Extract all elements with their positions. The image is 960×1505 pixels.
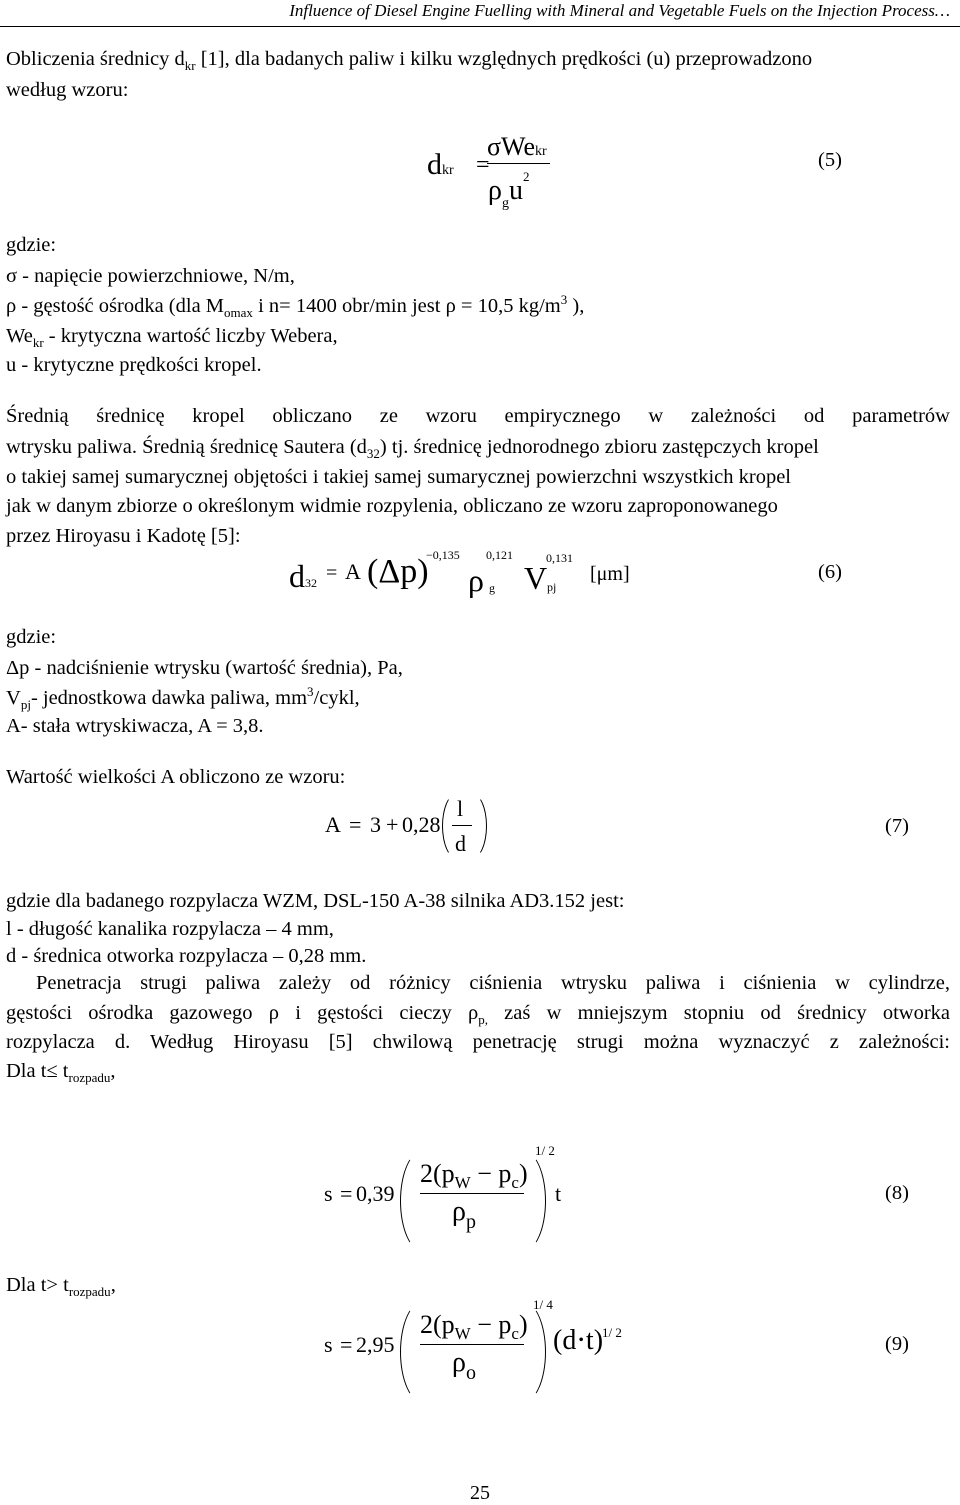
eq6-V: V [524,560,548,596]
eq6-V-sub: pj [547,580,557,594]
eq8-right-paren [500,1150,546,1252]
where1-item-rho: ρ - gęstość ośrodka (dla $M_{omax}$ i n= 1400 obr/min jest ρ = 10,5 $kg/m^3$ ), [6,292,585,321]
eq7-number: (7) [885,815,909,837]
eq6-exp3: 0,131 [546,551,573,565]
eq5-lhs: dkr [427,148,454,181]
eq6-equals: = [326,562,338,584]
eq6-rho: ρ [468,562,484,598]
eq7-lhs: A [325,812,341,837]
eq8-exponent: 1/ 2 [535,1143,555,1158]
eq9-dt: (d⋅t) [553,1325,604,1356]
eq8-numerator: $2(p_W - p_c)$ [420,1159,528,1192]
eq8-coef: 0,39 [356,1181,395,1206]
intro-line-2: według wzoru: [6,79,129,101]
eq6-unit: [μm] [590,563,630,585]
where1-item-sigma: σ - napięcie powierzchniowe, N/m, [6,265,295,287]
para4-line-4: Penetracja strugi paliwa zależy od różnicy ciśnienia wtrysku paliwa i ciśnienia w cylindrze, [36,972,950,994]
eq9-exponent-2: 1/ 2 [602,1325,622,1340]
eq6-A: A [345,559,361,584]
eq5-fraction-bar [487,163,550,164]
where2-title: gdzie: [6,626,57,648]
para5-line: Dla $t> t_{rozpadu}$, [6,1274,116,1300]
para3-line-1: Wartość wielkości A obliczono ze wzoru: [6,766,346,788]
eq8-lhs: s [324,1181,333,1206]
para2-line-5: przez Hiroyasu i Kadotę [5]: [6,525,241,547]
eq6-rho-sub: g [489,581,495,595]
para2-line-1: Średnią średnicę kropel obliczano ze wzoru empirycznego w zależności od parametrów [6,405,950,427]
eq7-coef: 0,28 [402,812,441,837]
where1-title: gdzie: [6,234,57,256]
where1-item-we: $We_{kr}$ - krytyczna wartość liczby Webera, [6,325,338,351]
eq6-d: d32 [289,558,317,594]
eq9-lhs: s [324,1332,333,1357]
eq8-number: (8) [885,1182,909,1204]
eq5-numerator: σWekr [487,132,547,161]
eq9-number: (9) [885,1333,909,1355]
para4-line-1: gdzie dla badanego rozpylacza WZM, DSL-150 A-38 silnika AD3.152 jest: [6,890,625,912]
para4-line-3: d - średnica otworka rozpylacza – 0,28 mm. [6,945,367,967]
eq6-exp1: −0,135 [426,548,460,562]
eq9-numerator: $2(p_W - p_c)$ [420,1310,528,1343]
eq6-number: (6) [818,561,842,583]
eq7-denominator: d [455,831,466,856]
eq7-plus: + [386,812,399,837]
header-rule [0,26,960,27]
eq5-number: (5) [818,149,842,171]
eq9-exponent: 1/ 4 [533,1297,553,1312]
eq5-denominator: $\rho_gu^2$ [488,169,530,211]
eq7-three: 3 [370,812,381,837]
para4-line-2: l - długość kanalika rozpylacza – 4 mm, [6,918,334,940]
eq7-right-paren [457,793,487,859]
eq6-dp-group: (Δp) [367,553,429,590]
eq9-equals: = [340,1332,353,1357]
para2-line-2: wtrysku paliwa. Średnią średnicę Sautera $(d_{32})$ tj. średnicę jednorodnego zbioru zastępczych kropel [6,436,819,462]
running-header: Influence of Diesel Engine Fuelling with Mineral and Vegetable Fuels on the Injection Process… [289,1,950,20]
eq8-denominator: $\rho_p$ [452,1196,476,1233]
intro-line-1: Obliczenia średnicy $d_{kr}$ [1], dla badanych paliw i kilku względnych prędkości (u) przeprowadzono [6,48,813,74]
where2-A: A- stała wtryskiwacza, A = 3,8. [6,715,264,737]
para2-line-3: o takiej samej sumarycznej objętości i takiej samej sumarycznej powierzchni wszystkich kropel [6,466,792,488]
eq5-equals: = [476,152,490,178]
eq9-right-paren [500,1301,546,1403]
para4-line-7: Dla $t\le t_{rozpadu}$, [6,1060,116,1086]
eq8-t: t [555,1181,562,1206]
eq8-equals: = [340,1181,353,1206]
where1-item-u: u - krytyczne prędkości kropel. [6,354,262,376]
eq7-numerator: l [457,796,464,821]
para2-line-4: jak w danym zbiorze o określonym widmie rozpylenia, obliczano ze wzoru zaproponowanego [6,495,778,517]
eq9-denominator: $\rho_o$ [452,1347,476,1384]
eq7-equals: = [349,812,362,837]
eq6-exp2: 0,121 [486,548,513,562]
page-number: 25 [470,1482,490,1504]
where2-dp: Δp - nadciśnienie wtrysku (wartość średnia), Pa, [6,657,403,679]
eq9-coef: 2,95 [356,1332,395,1357]
para4-line-5: gęstości ośrodka gazowego ρ i gęstości cieczy $\rho_{p,}$ zaś w mniejszym stopniu od średnicy otworka [6,1002,950,1028]
para4-line-6: rozpylacza d. Według Hiroyasu [5] chwilową penetrację strugi można wyznaczyć z zależności: [6,1031,950,1053]
where2-vpj: $V_{pj}-$ jednostkowa dawka paliwa, $mm^3$/cykl, [6,684,360,713]
